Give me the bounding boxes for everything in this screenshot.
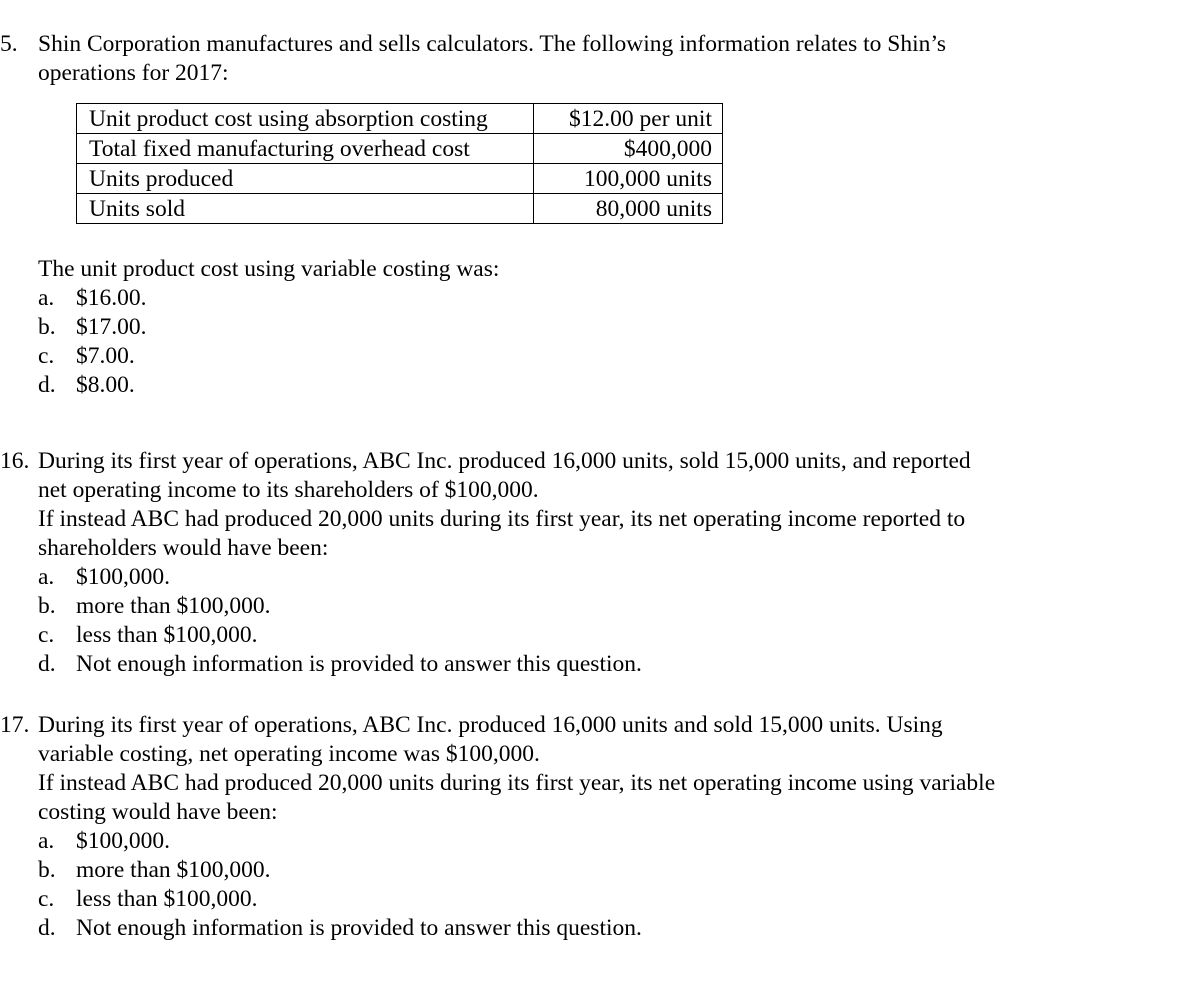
question-17: [0, 711, 1190, 943]
answer-option: [38, 856, 1190, 885]
option-text: $8.00.: [76, 372, 135, 398]
table-row: [77, 164, 723, 194]
option-text: $7.00.: [76, 343, 135, 369]
cost-data-table: [76, 103, 723, 224]
question-intro-line: If instead ABC had produced 20,000 units during its first year, its net operating income reported to: [38, 506, 966, 532]
answer-option: [38, 563, 1190, 592]
table-row: [77, 134, 723, 164]
question-intro-line: operations for 2017:: [38, 60, 229, 86]
answer-option: [38, 827, 1190, 856]
question-intro-line: costing would have been:: [38, 799, 278, 825]
option-text: less than $100,000.: [76, 622, 258, 648]
option-letter: b.: [38, 593, 56, 619]
option-text: Not enough information is provided to answer this question.: [76, 651, 642, 677]
table-row: [77, 104, 723, 134]
option-text: $100,000.: [76, 564, 170, 590]
answer-option: [38, 284, 1190, 313]
option-letter: c.: [38, 886, 55, 912]
answer-option: [38, 914, 1190, 943]
question-intro-line: If instead ABC had produced 20,000 units during its first year, its net operating income using variable: [38, 770, 996, 796]
question-intro-line: During its first year of operations, ABC Inc. produced 16,000 units, sold 15,000 units, and reported: [38, 448, 971, 474]
answer-options: [38, 827, 1190, 943]
option-text: more than $100,000.: [76, 593, 271, 619]
table-cell-label: Total fixed manufacturing overhead cost: [77, 134, 534, 164]
table-cell-value: 80,000 units: [534, 194, 723, 224]
option-text: Not enough information is provided to answer this question.: [76, 915, 642, 941]
table-cell-value: $12.00 per unit: [534, 104, 723, 134]
option-letter: d.: [38, 372, 56, 398]
answer-options: [38, 284, 1190, 400]
question-stem: The unit product cost using variable costing was:: [38, 256, 500, 282]
question-intro-line: During its first year of operations, ABC Inc. produced 16,000 units and sold 15,000 units. Using: [38, 712, 943, 738]
answer-option: [38, 621, 1190, 650]
question-intro-line: net operating income to its shareholders of $100,000.: [38, 477, 539, 503]
answer-option: [38, 592, 1190, 621]
answer-option: [38, 342, 1190, 371]
option-letter: b.: [38, 314, 56, 340]
option-text: $16.00.: [76, 285, 147, 311]
table-cell-label: Unit product cost using absorption costing: [77, 104, 534, 134]
answer-option: [38, 885, 1190, 914]
table-cell-value: $400,000: [534, 134, 723, 164]
option-letter: a.: [38, 828, 55, 854]
option-text: less than $100,000.: [76, 886, 258, 912]
option-letter: a.: [38, 285, 55, 311]
question-number: 5.: [0, 31, 18, 57]
question-16: [0, 447, 1190, 679]
option-text: more than $100,000.: [76, 857, 271, 883]
answer-option: [38, 650, 1190, 679]
table-cell-label: Units sold: [77, 194, 534, 224]
table-cell-label: Units produced: [77, 164, 534, 194]
option-text: $100,000.: [76, 828, 170, 854]
question-number: 17.: [0, 712, 30, 738]
option-letter: c.: [38, 343, 55, 369]
question-intro-line: Shin Corporation manufactures and sells calculators. The following information relates to Shin’s: [38, 31, 947, 57]
table-row: [77, 194, 723, 224]
question-intro-line: variable costing, net operating income was $100,000.: [38, 741, 540, 767]
table-cell-value: 100,000 units: [534, 164, 723, 194]
question-intro-line: shareholders would have been:: [38, 535, 329, 561]
option-letter: a.: [38, 564, 55, 590]
option-letter: d.: [38, 915, 56, 941]
question-number: 16.: [0, 448, 30, 474]
option-text: $17.00.: [76, 314, 147, 340]
option-letter: d.: [38, 651, 56, 677]
answer-options: [38, 563, 1190, 679]
question-5: [0, 30, 1190, 400]
answer-option: [38, 313, 1190, 342]
answer-option: [38, 371, 1190, 400]
option-letter: b.: [38, 857, 56, 883]
option-letter: c.: [38, 622, 55, 648]
